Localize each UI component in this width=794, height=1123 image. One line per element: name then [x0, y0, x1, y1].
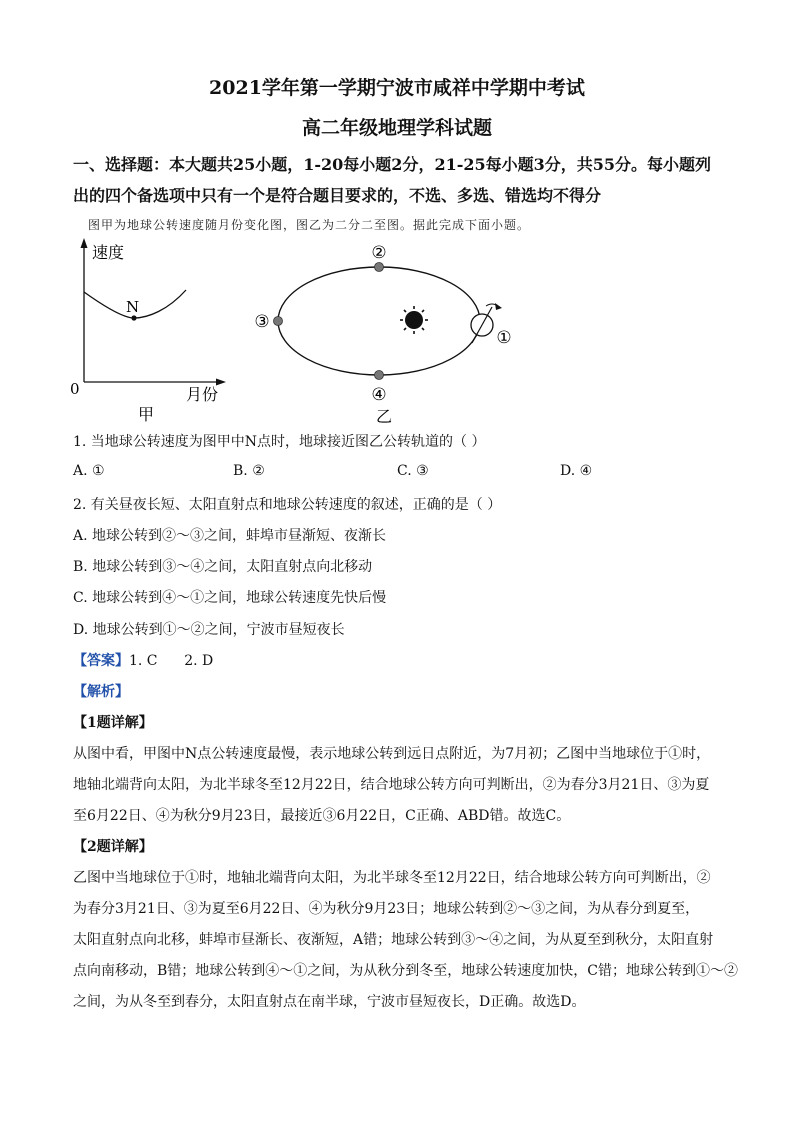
detail-2-label: 【2题详解】: [73, 839, 153, 855]
question-1-option-a[interactable]: A. ①: [73, 463, 105, 479]
question-2-stem: 2. 有关昼夜长短、太阳直射点和地球公转速度的叙述，正确的是（ ）: [73, 497, 502, 513]
question-1-option-d[interactable]: D. ④: [560, 463, 593, 479]
orbit-label-3: ③: [254, 312, 270, 332]
detail-2-line-2: 为春分3月21日、③为夏至6月22日、④为秋分9月23日；地球公转到②～③之间，为从春分到夏至，: [73, 901, 700, 917]
y-axis-arrow: [81, 238, 88, 248]
detail-1-line-1: 从图中看，甲图中N点公转速度最慢，表示地球公转到远日点附近，为7月初；乙图中当地球位于①时，: [73, 746, 711, 762]
question-1-option-b[interactable]: B. ②: [233, 463, 265, 479]
answer-text: 1. C 2. D: [129, 653, 214, 669]
sun-icon: [400, 306, 428, 334]
origin-label: 0: [70, 380, 80, 398]
detail-1-line-3: 至6月22日、④为秋分9月23日，最接近③6月22日，C正确、ABD错。故选C。: [73, 808, 571, 824]
question-1-stem: 1. 当地球公转速度为图甲中N点时，地球接近图乙公转轨道的（ ）: [73, 434, 486, 450]
section-heading-line2: 出的四个备选项中只有一个是符合题目要求的，不选、多选、错选均不得分: [73, 186, 602, 205]
detail-2-line-3: 太阳直射点向北移，蚌埠市昼渐长、夜渐短，A错；地球公转到③～④之间，为从夏至到秋分，太阳直射: [73, 932, 714, 948]
answer-line: [73, 650, 213, 670]
orbit-label-1: ①: [496, 328, 512, 348]
question-2-option-a[interactable]: A. 地球公转到②～③之间，蚌埠市昼渐短、夜渐长: [73, 528, 387, 544]
figure-jia-caption: 甲: [138, 405, 155, 424]
detail-2-line-1: 乙图中当地球位于①时，地轴北端背向太阳，为北半球冬至12月22日，结合地球公转方向可判断出，②: [73, 870, 711, 886]
exam-title: 2021学年第一学期宁波市咸祥中学期中考试: [209, 77, 585, 99]
question-2-option-c[interactable]: C. 地球公转到④～①之间，地球公转速度先快后慢: [73, 590, 387, 606]
orbit-label-2: ②: [371, 243, 387, 263]
question-intro: 图甲为地球公转速度随月份变化图，图乙为二分二至图。据此完成下面小题。: [88, 218, 531, 232]
figure-yi-caption: 乙: [376, 407, 393, 426]
question-2-option-d[interactable]: D. 地球公转到①～②之间，宁波市昼短夜长: [73, 622, 345, 638]
question-2-option-b[interactable]: B. 地球公转到③～④之间，太阳直射点向北移动: [73, 559, 373, 575]
y-axis-label: 速度: [92, 243, 125, 262]
answer-label: 【答案】: [73, 653, 129, 669]
detail-1-label: 【1题详解】: [73, 715, 153, 731]
point-n-label: N: [126, 298, 140, 316]
figure-yi: [240, 236, 530, 428]
orbit-label-4: ④: [371, 385, 387, 405]
section-heading-line1: 一、选择题：本大题共25小题，1-20每小题2分，21-25每小题3分，共55分。每小题列: [73, 155, 712, 174]
detail-1-line-2: 地轴北端背向太阳，为北半球冬至12月22日，结合地球公转方向可判断出，②为春分3月21日、③为夏: [73, 777, 710, 793]
detail-2-line-4: 点向南移动，B错；地球公转到④～①之间，为从秋分到冬至，地球公转速度加快，C错；地球公转到①～②: [73, 963, 738, 979]
orbit-ellipse: [278, 267, 480, 375]
point-n: [131, 315, 136, 320]
orbit-point-4: [375, 371, 384, 380]
orbit-point-2: [375, 263, 384, 272]
analysis-label: 【解析】: [73, 684, 129, 700]
question-1-option-c[interactable]: C. ③: [397, 463, 429, 479]
orbit-point-3: [274, 317, 283, 326]
x-axis-label: 月份: [186, 385, 219, 404]
detail-2-line-5: 之间，为从冬至到春分，太阳直射点在南半球，宁波市昼短夜长，D正确。故选D。: [73, 994, 586, 1010]
figure-jia: [60, 236, 240, 426]
exam-subtitle: 高二年级地理学科试题: [301, 117, 492, 139]
